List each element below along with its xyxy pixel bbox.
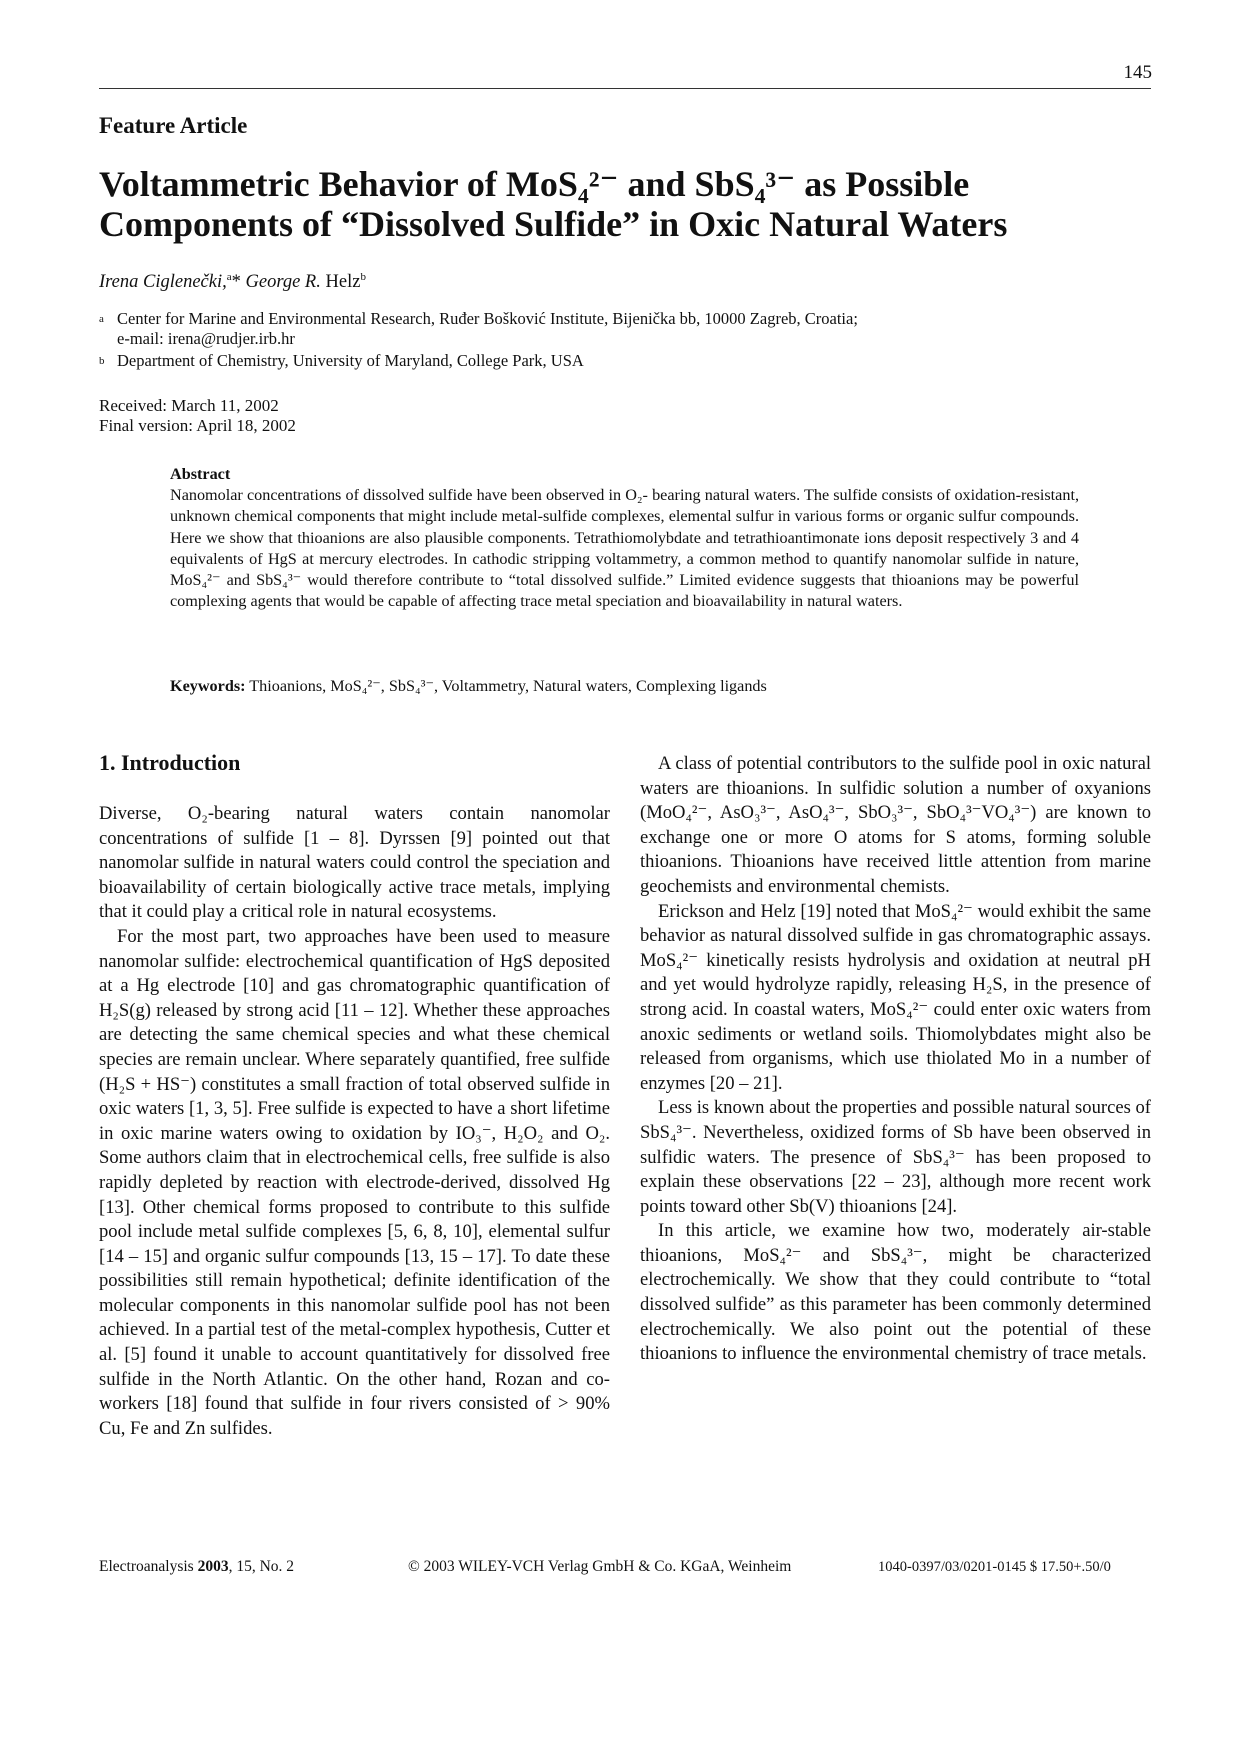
footer-code: 1040-0397/03/0201-0145 $ 17.50+.50/0 bbox=[878, 1559, 1111, 1575]
left-column bbox=[99, 802, 610, 1441]
abstract-text: Nanomolar concentrations of dissolved sulfide have been observed in O₂- bearing natural waters. The sulfide consists of oxidation-resistant, unknown chemical components that might include metal-sulfide complexes, elemental sulfur in various forms or organic sulfur compounds. Here we show that thioanions are also plausible components. Tetrathiomolybdate and tetrathioantimonate ions deposit respectively 3 and 4 equivalents of HgS at mercury electrodes. In cathodic stripping voltammetry, a common method to quantify nanomolar sulfide in nature, MoS₄²⁻ and SbS₄³⁻ would therefore contribute to “total dissolved sulfide.” Limited evidence suggests that thioanions may be powerful complexing agents that would be capable of affecting trace metal speciation and bioavailability in natural waters. bbox=[170, 486, 1079, 611]
journal-name: Electroanalysis bbox=[99, 1558, 194, 1575]
article-title bbox=[99, 164, 1159, 244]
received-date: Received: March 11, 2002 bbox=[99, 396, 279, 415]
keywords bbox=[170, 676, 1079, 696]
corresponding-mark: * bbox=[231, 272, 241, 293]
paragraph: Diverse, O₂-bearing natural waters contain nanomolar concentrations of sulfide [1 – 8]. Dyrssen [9] pointed out that nanomolar sulfide in natural waters could control the speciation and bioavailability of certain biologically active trace metals, implying that it could play a critical role in natural ecosystems. bbox=[99, 803, 610, 923]
keywords-label: Keywords: bbox=[170, 677, 246, 695]
header-rule bbox=[99, 88, 1151, 89]
keywords-text: Thioanions, MoS₄²⁻, SbS₄³⁻, Voltammetry, Natural waters, Complexing ligands bbox=[249, 677, 767, 695]
right-column bbox=[640, 752, 1151, 1367]
affiliation-email[interactable]: e-mail: irena@rudjer.irb.hr bbox=[117, 329, 295, 348]
affiliation-mark: a bbox=[226, 271, 232, 283]
abstract bbox=[170, 464, 1079, 612]
final-version-date: Final version: April 18, 2002 bbox=[99, 416, 296, 435]
affiliation-mark: b bbox=[99, 355, 105, 367]
affiliation-text: Department of Chemistry, University of Maryland, College Park, USA bbox=[117, 351, 584, 370]
journal-volume: , 15, No. 2 bbox=[228, 1558, 295, 1575]
title-line-2: Components of “Dissolved Sulfide” in Oxic Natural Waters bbox=[99, 204, 1008, 244]
paragraph: Erickson and Helz [19] noted that MoS₄²⁻ would exhibit the same behavior as natural dissolved sulfide in gas chromatographic assays. MoS₄²⁻ kinetically resists hydrolysis and oxidation at neutral pH and yet would hydrolyze rapidly, releasing H₂S, in the presence of strong acid. In coastal waters, MoS₄²⁻ could enter oxic waters from anoxic sediments or wetland soils. Thiomolybdates might also be released from organisms, which use thiolated Mo in a number of enzymes [20 – 21]. bbox=[640, 900, 1151, 1094]
section-label: Feature Article bbox=[99, 113, 248, 138]
author-name: Irena Ciglenečki, bbox=[99, 272, 227, 293]
affiliation-text: Center for Marine and Environmental Research, Ruđer Bošković Institute, Bijenička bb, 10000 Zagreb, Croatia; bbox=[117, 309, 858, 328]
section-heading: 1. Introduction bbox=[99, 750, 241, 775]
paragraph: In this article, we examine how two, moderately air-stable thioanions, MoS₄²⁻ and SbS₄³⁻, might be characterized electrochemically. We show that they could contribute to “total dissolved sulfide” as this parameter has been commonly determined electrochemically. We also point out the potential of these thioanions to influence the environmental chemistry of trace metals. bbox=[640, 1220, 1151, 1365]
affiliation-mark: b bbox=[360, 271, 366, 283]
paragraph: A class of potential contributors to the sulfide pool in oxic natural waters are thioanions. In sulfidic solution a number of oxyanions (MoO₄²⁻, AsO₃³⁻, AsO₄³⁻, SbO₃³⁻, SbO₄³⁻VO₄³⁻) are known to exchange one or more O atoms for S atoms, forming soluble thioanions. Thioanions have received little attention from marine geochemists and environmental chemists. bbox=[640, 753, 1151, 897]
journal-year: 2003 bbox=[197, 1558, 229, 1575]
author-surname: Helz bbox=[325, 272, 361, 293]
affiliation-b bbox=[99, 351, 584, 371]
page-number: 145 bbox=[1123, 62, 1152, 83]
abstract-heading: Abstract bbox=[170, 465, 231, 483]
author-name: George R. bbox=[245, 272, 321, 293]
title-line-1: Voltammetric Behavior of MoS₄²⁻ and SbS₄³⁻ as Possible bbox=[99, 164, 970, 204]
dates bbox=[99, 396, 296, 436]
paragraph: For the most part, two approaches have been used to measure nanomolar sulfide: electrochemical quantification of HgS deposited at a Hg electrode [10] and gas chromatographic quantification of H₂S(g) released by strong acid [11 – 12]. Whether these approaches are detecting the same chemical species and what these chemical species are remain unclear. Where separately quantified, free sulfide (H₂S + HS⁻) constitutes a small fraction of total observed sulfide in oxic waters [1, 3, 5]. Free sulfide is expected to have a short lifetime in oxic marine waters owing to oxidation by IO₃⁻, H₂O₂ and O₂. Some authors claim that in electrochemical cells, free sulfide is also rapidly depleted by reaction with electrode-derived, dissolved Hg [13]. Other chemical forms proposed to contribute to this sulfide pool include metal sulfide complexes [5, 6, 8, 10], elemental sulfur [14 – 15] and organic sulfur compounds [13, 15 – 17]. To date these possibilities still remain hypothetical; definite identification of the molecular components in this nanomolar sulfide pool has not been achieved. In a partial test of the metal-complex hypothesis, Cutter et al. [5] found it unable to account quantitatively for dissolved free sulfide in the North Atlantic. On the other hand, Rozan and co-workers [18] found that sulfide in four rivers consisted of > 90% Cu, Fe and Zn sulfides. bbox=[99, 925, 610, 1439]
footer-copyright: © 2003 WILEY-VCH Verlag GmbH & Co. KGaA, Weinheim bbox=[408, 1558, 792, 1575]
affiliation-mark: a bbox=[99, 313, 104, 325]
footer-journal bbox=[99, 1558, 294, 1576]
author-list bbox=[99, 271, 366, 293]
paragraph: Less is known about the properties and possible natural sources of SbS₄³⁻. Nevertheless, oxidized forms of Sb have been observed in sulfidic waters. The presence of SbS₄³⁻ has been proposed to explain these observations [22 – 23], although more recent work points toward other Sb(V) thioanions [24]. bbox=[640, 1097, 1151, 1217]
affiliation-a bbox=[99, 309, 858, 349]
